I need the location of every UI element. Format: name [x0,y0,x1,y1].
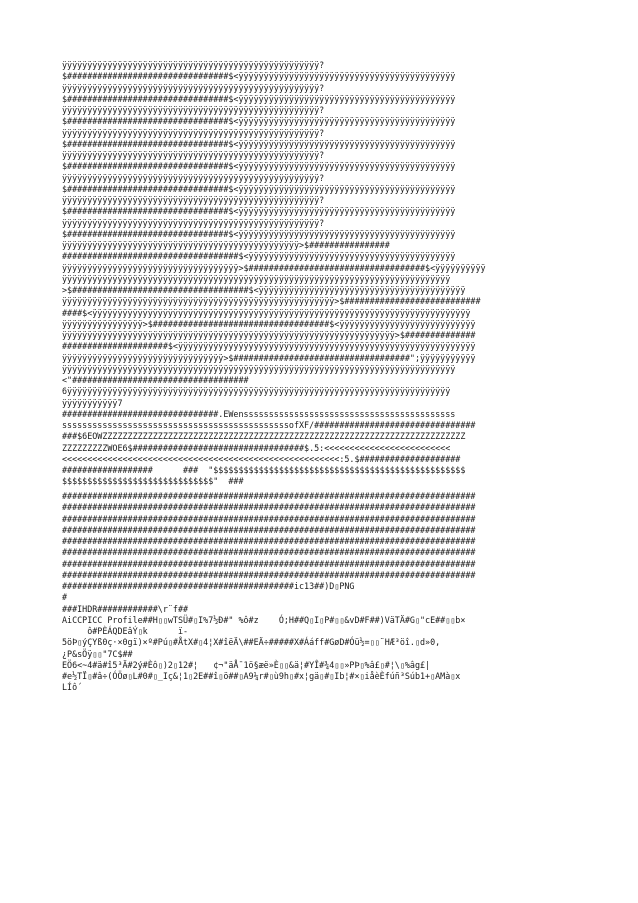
text-line: ÿÿÿÿÿÿÿÿÿÿÿÿÿÿÿÿÿÿÿÿÿÿÿÿÿÿÿÿÿÿÿÿÿÿÿÿÿÿÿÿÿÿÿÿÿÿÿÿÿÿÿ? [62,150,325,160]
text-line: ÿÿÿÿÿÿÿÿÿÿÿÿÿÿÿÿÿÿÿÿÿÿÿÿÿÿÿÿÿÿÿÿÿÿÿÿÿÿÿÿÿÿÿÿÿÿÿÿÿÿÿ? [62,82,325,93]
text-line: $################################$<ÿÿÿÿÿÿÿÿÿÿÿÿÿÿÿÿÿÿÿÿÿÿÿÿÿÿÿÿÿÿÿÿÿÿÿÿÿÿÿÿÿÿÿ [62,206,456,217]
text-line: ÿÿÿÿÿÿÿÿÿÿÿÿÿÿÿÿÿÿÿÿÿÿÿÿÿÿÿÿÿÿÿÿÿÿÿÿÿÿÿÿÿÿÿÿÿÿÿÿÿÿÿ? [62,172,325,183]
text-line: ÿÿÿÿÿÿÿÿÿÿÿÿÿÿÿÿÿÿÿÿÿÿÿÿÿÿÿÿÿÿÿÿÿÿÿÿÿÿÿÿÿÿÿÿÿÿÿÿÿÿÿÿÿÿ>$########################### [62,296,481,307]
binary-text-block-bottom [62,491,582,694]
text-line: ÿÿÿÿÿÿÿÿÿÿÿÿÿÿÿÿ>$###################################$<ÿÿÿÿÿÿÿÿÿÿÿÿÿÿÿÿÿÿÿÿÿÿÿÿÿÿÿ [62,318,476,329]
text-line: ##############################################ic13##)D▯PNG [62,581,355,591]
text-line: ÿÿÿÿÿÿÿÿÿÿÿÿÿÿÿÿÿÿÿÿÿÿÿÿÿÿÿÿÿÿÿÿÿÿÿÿÿÿÿÿÿÿÿÿÿÿÿÿÿÿÿÿÿÿÿÿÿÿÿÿÿÿÿÿÿÿÿÿÿÿÿÿÿÿÿÿÿ [62,273,451,284]
text-line: ÿÿÿÿÿÿÿÿÿÿÿÿÿÿÿÿÿÿÿÿÿÿÿÿÿÿÿÿÿÿÿÿÿÿÿÿÿÿÿÿÿÿÿÿÿÿÿÿÿÿÿÿÿÿÿÿÿÿÿÿÿÿÿÿÿÿÿÿÿÿÿÿÿÿÿÿÿÿ [62,363,456,374]
text-line: LÍô´ [62,682,83,693]
text-line: ÿÿÿÿÿÿÿÿÿÿÿ7 [62,397,123,408]
text-line: ################################################################################## [62,569,476,580]
text-line: #e½TÏ▯#â÷(ÓÖø▯L#0#▯_Iç&¦1▯2E##î▯ö##▯A9¼r#▯ù9h▯#x¦gä▯#▯Ib¦#×▯iåèÈfúñ³Súb1+▯AMà▯x [62,671,461,681]
text-line: $################################$<ÿÿÿÿÿÿÿÿÿÿÿÿÿÿÿÿÿÿÿÿÿÿÿÿÿÿÿÿÿÿÿÿÿÿÿÿÿÿÿÿÿÿÿ [62,93,456,104]
text-line: ÿÿÿÿÿÿÿÿÿÿÿÿÿÿÿÿÿÿÿÿÿÿÿÿÿÿÿÿÿÿÿÿÿÿÿÿÿÿÿÿÿÿÿÿÿÿÿ>$################ [62,240,390,250]
text-line: ZZZZZZZZZWOE6$##################################$.5:<<<<<<<<<<<<<<<<<<<<<<<<< [62,442,451,453]
text-line: ################################################################################## [62,502,476,513]
text-line: EÖ6<~4#ä#î5³Ä#2ý#Èô▯)2▯12#¦ ¢¬"äÅ¯1ö§æë»È▯▯&ä¦#YÎ#¾4▯▯»PÞ▯%â£▯#¦\▯%âg£| [62,659,431,670]
text-line: ################################################################################## [62,558,476,569]
text-line: ô#PÈÁQDEâÝ▯k ï- [62,626,189,636]
text-line: $################################$<ÿÿÿÿÿÿÿÿÿÿÿÿÿÿÿÿÿÿÿÿÿÿÿÿÿÿÿÿÿÿÿÿÿÿÿÿÿÿÿÿÿÿÿ [62,71,456,82]
text-line: $################################$<ÿÿÿÿÿÿÿÿÿÿÿÿÿÿÿÿÿÿÿÿÿÿÿÿÿÿÿÿÿÿÿÿÿÿÿÿÿÿÿÿÿÿÿ [62,228,456,239]
text-line: ¿P&sÖÿ▯▯"7C$## [62,648,133,659]
text-line: AiCCPICC Profile##H▯▯wTSÜ#▯I%7½Ð#" %ô#z Ó;H##Q▯I▯P#▯▯&vD#F##)VäTÄ#G▯"cE##▯▯b× [62,614,466,625]
text-line: >$###################################$<ÿÿÿÿÿÿÿÿÿÿÿÿÿÿÿÿÿÿÿÿÿÿÿÿÿÿÿÿÿÿÿÿÿÿÿÿÿÿÿÿÿ [62,285,466,295]
text-line: sssssssssssssssssssssssssssssssssssssssssssssofXF/################################ [62,420,476,430]
text-line: 5öÞ▯ýÇYß0ç·×0gï)×º#Pú▯#ÅtX#▯4¦X#îëÄ\##EÄ÷#####X#Ááff#GøD#Óü½=▯▯¨HÆ³öî.▯d»0, [62,637,441,648]
text-line: ÿÿÿÿÿÿÿÿÿÿÿÿÿÿÿÿÿÿÿÿÿÿÿÿÿÿÿÿÿÿÿÿÿÿÿÿÿÿÿÿÿÿÿÿÿÿÿÿÿÿÿÿÿÿÿÿÿÿÿÿÿÿÿÿÿÿ>$############## [62,330,476,340]
text-line: <"################################### [62,375,249,385]
text-line: ################################################################################## [62,524,476,535]
text-line: ################################################################################## [62,547,476,558]
text-line: ###################################$<ÿÿÿÿÿÿÿÿÿÿÿÿÿÿÿÿÿÿÿÿÿÿÿÿÿÿÿÿÿÿÿÿÿÿÿÿÿÿÿÿÿ [62,251,456,262]
text-line: ÿÿÿÿÿÿÿÿÿÿÿÿÿÿÿÿÿÿÿÿÿÿÿÿÿÿÿÿÿÿÿÿÿÿÿÿÿÿÿÿÿÿÿÿÿÿÿÿÿÿÿ? [62,127,325,138]
text-line: ################################################################################## [62,513,476,524]
text-line: ÿÿÿÿÿÿÿÿÿÿÿÿÿÿÿÿÿÿÿÿÿÿÿÿÿÿÿÿÿÿÿÿÿÿÿ>$###################################$<ÿÿÿÿÿÿÿÿÿÿ [62,262,486,273]
text-line: ÿÿÿÿÿÿÿÿÿÿÿÿÿÿÿÿÿÿÿÿÿÿÿÿÿÿÿÿÿÿÿÿÿÿÿÿÿÿÿÿÿÿÿÿÿÿÿÿÿÿÿ? [62,60,325,70]
text-line: <<<<<<<<<<<<<<<<<<<<<<<<<<<<<<<<<<<<<<<<<<<<<<<<<<<<<<<:5.$#################### [62,453,461,464]
text-line: 6ÿÿÿÿÿÿÿÿÿÿÿÿÿÿÿÿÿÿÿÿÿÿÿÿÿÿÿÿÿÿÿÿÿÿÿÿÿÿÿÿÿÿÿÿÿÿÿÿÿÿÿÿÿÿÿÿÿÿÿÿÿÿÿÿÿÿÿÿÿÿÿÿÿÿÿÿ [62,386,451,397]
text-line: ################## ### "$$$$$$$$$$$$$$$$$$$$$$$$$$$$$$$$$$$$$$$$$$$$$$$$$$ [62,465,466,475]
text-line: ÿÿÿÿÿÿÿÿÿÿÿÿÿÿÿÿÿÿÿÿÿÿÿÿÿÿÿÿÿÿÿÿ>$###################################";ÿÿÿÿÿÿÿÿÿÿÿ [62,352,476,363]
binary-text-block-top [62,60,582,488]
text-line: ÿÿÿÿÿÿÿÿÿÿÿÿÿÿÿÿÿÿÿÿÿÿÿÿÿÿÿÿÿÿÿÿÿÿÿÿÿÿÿÿÿÿÿÿÿÿÿÿÿÿÿ? [62,195,325,205]
text-line: $################################$<ÿÿÿÿÿÿÿÿÿÿÿÿÿÿÿÿÿÿÿÿÿÿÿÿÿÿÿÿÿÿÿÿÿÿÿÿÿÿÿÿÿÿÿ [62,183,456,194]
text-line: $################################$<ÿÿÿÿÿÿÿÿÿÿÿÿÿÿÿÿÿÿÿÿÿÿÿÿÿÿÿÿÿÿÿÿÿÿÿÿÿÿÿÿÿÿÿ [62,138,456,149]
text-line: ÿÿÿÿÿÿÿÿÿÿÿÿÿÿÿÿÿÿÿÿÿÿÿÿÿÿÿÿÿÿÿÿÿÿÿÿÿÿÿÿÿÿÿÿÿÿÿÿÿÿÿ? [62,105,325,115]
text-line: ÿÿÿÿÿÿÿÿÿÿÿÿÿÿÿÿÿÿÿÿÿÿÿÿÿÿÿÿÿÿÿÿÿÿÿÿÿÿÿÿÿÿÿÿÿÿÿÿÿÿÿ? [62,217,325,228]
text-line: ####$<ÿÿÿÿÿÿÿÿÿÿÿÿÿÿÿÿÿÿÿÿÿÿÿÿÿÿÿÿÿÿÿÿÿÿÿÿÿÿÿÿÿÿÿÿÿÿÿÿÿÿÿÿÿÿÿÿÿÿÿÿÿÿÿÿÿÿÿÿÿÿÿÿÿÿÿ [62,307,471,318]
text-line: ################################################################################## [62,491,476,501]
text-line: ###IHDR############\r¨f## [62,603,189,614]
text-line: ###############################.EWenssssssssssssssssssssssssssssssssssssssssss [62,408,456,419]
text-line: $################################$<ÿÿÿÿÿÿÿÿÿÿÿÿÿÿÿÿÿÿÿÿÿÿÿÿÿÿÿÿÿÿÿÿÿÿÿÿÿÿÿÿÿÿÿ [62,161,456,172]
text-line: $$$$$$$$$$$$$$$$$$$$$$$$$$$$$$" ### [62,476,244,487]
text-line: #####################$<ÿÿÿÿÿÿÿÿÿÿÿÿÿÿÿÿÿÿÿÿÿÿÿÿÿÿÿÿÿÿÿÿÿÿÿÿÿÿÿÿÿÿÿÿÿÿÿÿÿÿÿÿÿÿÿÿÿÿÿ [62,341,476,352]
text-line: ###$6EOWZZZZZZZZZZZZZZZZZZZZZZZZZZZZZZZZZZZZZZZZZZZZZZZZZZZZZZZZZZZZZZZZZZZZZZZZ [62,431,466,442]
text-line: ################################################################################## [62,536,476,546]
text-line: # [62,592,68,603]
text-line: $################################$<ÿÿÿÿÿÿÿÿÿÿÿÿÿÿÿÿÿÿÿÿÿÿÿÿÿÿÿÿÿÿÿÿÿÿÿÿÿÿÿÿÿÿÿ [62,116,456,127]
